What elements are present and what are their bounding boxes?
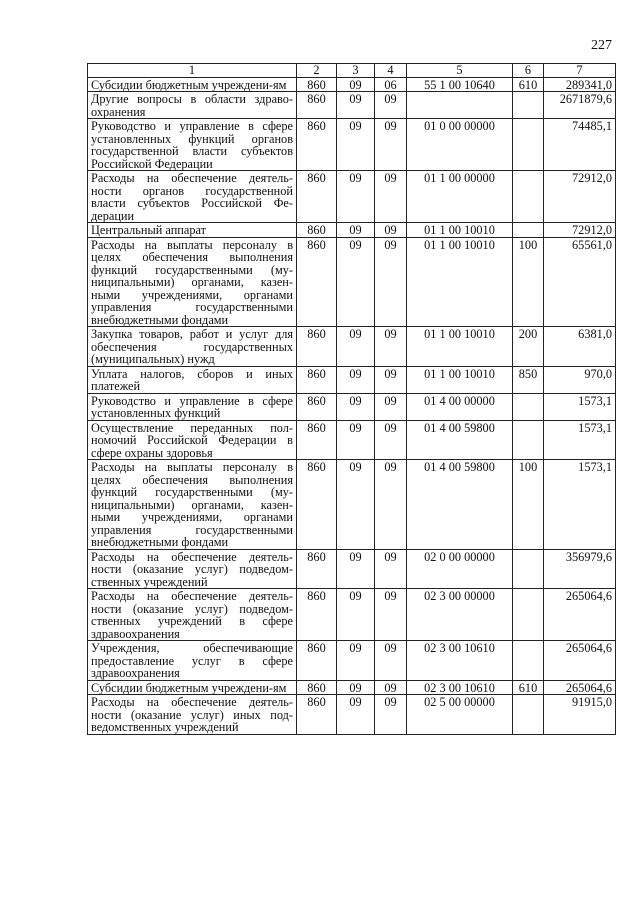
table-row: [88, 420, 616, 460]
cell-rz: 09: [337, 589, 375, 641]
cell-pr: 06: [375, 77, 407, 92]
cell-ved: 860: [297, 327, 337, 367]
cell-vr: [513, 549, 544, 589]
cell-name: Уплата налогов, сборов и иных платежей: [88, 366, 297, 393]
cell-vr: [513, 420, 544, 460]
cell-name: Руководство и управление в сфере установленных функций органов государственной власти субъектов Российской Федерации: [88, 119, 297, 171]
cell-rz: 09: [337, 327, 375, 367]
cell-vr: [513, 119, 544, 171]
cell-ved: 860: [297, 549, 337, 589]
cell-rz: 09: [337, 420, 375, 460]
cell-rz: 09: [337, 119, 375, 171]
table-row: [88, 119, 616, 171]
cell-sum: 265064,6: [544, 641, 616, 681]
cell-pr: 09: [375, 549, 407, 589]
cell-csr: 01 4 00 00000: [407, 393, 513, 420]
cell-name: Другие вопросы в области здраво-охранения: [88, 92, 297, 119]
header-cell: 4: [375, 64, 407, 78]
cell-csr: 01 1 00 10010: [407, 327, 513, 367]
table-row: [88, 589, 616, 641]
cell-rz: 09: [337, 680, 375, 695]
cell-pr: 09: [375, 695, 407, 735]
cell-vr: 200: [513, 327, 544, 367]
cell-sum: 74485,1: [544, 119, 616, 171]
cell-pr: 09: [375, 366, 407, 393]
cell-rz: 09: [337, 92, 375, 119]
cell-ved: 860: [297, 680, 337, 695]
cell-rz: 09: [337, 641, 375, 681]
cell-name: Закупка товаров, работ и услуг для обеспечения государственных (муниципальных) нужд: [88, 327, 297, 367]
cell-sum: 265064,6: [544, 680, 616, 695]
header-cell: 3: [337, 64, 375, 78]
cell-ved: 860: [297, 420, 337, 460]
cell-sum: 1573,1: [544, 460, 616, 550]
cell-rz: 09: [337, 393, 375, 420]
cell-rz: 09: [337, 549, 375, 589]
cell-csr: 01 1 00 10010: [407, 366, 513, 393]
cell-ved: 860: [297, 92, 337, 119]
table-row: [88, 641, 616, 681]
cell-sum: 6381,0: [544, 327, 616, 367]
cell-vr: [513, 695, 544, 735]
cell-vr: [513, 393, 544, 420]
cell-name: Расходы на обеспечение деятель-ности (оказание услуг) подведом-ственных учреждений: [88, 549, 297, 589]
table-row: [88, 680, 616, 695]
cell-sum: 289341,0: [544, 77, 616, 92]
cell-ved: 860: [297, 393, 337, 420]
cell-rz: 09: [337, 223, 375, 238]
table-row: [88, 393, 616, 420]
cell-sum: 91915,0: [544, 695, 616, 735]
cell-pr: 09: [375, 420, 407, 460]
cell-vr: [513, 92, 544, 119]
cell-vr: 610: [513, 680, 544, 695]
cell-sum: 1573,1: [544, 393, 616, 420]
table-row: [88, 92, 616, 119]
cell-pr: 09: [375, 237, 407, 327]
budget-table: [87, 63, 616, 735]
cell-ved: 860: [297, 237, 337, 327]
cell-rz: 09: [337, 460, 375, 550]
header-cell: 5: [407, 64, 513, 78]
cell-name: Субсидии бюджетным учреждени-ям: [88, 680, 297, 695]
header-cell: 1: [88, 64, 297, 78]
cell-vr: 850: [513, 366, 544, 393]
cell-sum: 72912,0: [544, 223, 616, 238]
cell-pr: 09: [375, 680, 407, 695]
cell-vr: [513, 641, 544, 681]
cell-csr: [407, 92, 513, 119]
table-row: [88, 223, 616, 238]
cell-ved: 860: [297, 641, 337, 681]
cell-pr: 09: [375, 641, 407, 681]
table-row: [88, 549, 616, 589]
cell-name: Расходы на обеспечение деятель-ности органов государственной власти субъектов Российской Фе-дерации: [88, 171, 297, 223]
cell-sum: 2671879,6: [544, 92, 616, 119]
cell-sum: 265064,6: [544, 589, 616, 641]
cell-ved: 860: [297, 77, 337, 92]
cell-csr: 01 0 00 00000: [407, 119, 513, 171]
cell-name: Расходы на выплаты персоналу в целях обеспечения выполнения функций государственными (му-ниципальными) органами, казен-ными учреждениями, органами управления государственными внебюджетными фондами: [88, 237, 297, 327]
cell-pr: 09: [375, 171, 407, 223]
cell-pr: 09: [375, 589, 407, 641]
cell-csr: 01 4 00 59800: [407, 460, 513, 550]
cell-ved: 860: [297, 460, 337, 550]
cell-vr: 610: [513, 77, 544, 92]
cell-ved: 860: [297, 171, 337, 223]
cell-pr: 09: [375, 393, 407, 420]
cell-ved: 860: [297, 695, 337, 735]
cell-csr: 02 0 00 00000: [407, 549, 513, 589]
cell-name: Расходы на обеспечение деятель-ности (оказание услуг) подведом-ственных учреждений в сфере здравоохранения: [88, 589, 297, 641]
cell-vr: [513, 171, 544, 223]
cell-vr: 100: [513, 237, 544, 327]
cell-sum: 72912,0: [544, 171, 616, 223]
header-cell: 6: [513, 64, 544, 78]
header-cell: 2: [297, 64, 337, 78]
cell-pr: 09: [375, 327, 407, 367]
cell-pr: 09: [375, 92, 407, 119]
cell-csr: 01 1 00 10010: [407, 223, 513, 238]
cell-name: Центральный аппарат: [88, 223, 297, 238]
cell-name: Учреждения, обеспечивающие предоставление услуг в сфере здравоохранения: [88, 641, 297, 681]
cell-csr: 01 1 00 10010: [407, 237, 513, 327]
cell-vr: [513, 223, 544, 238]
cell-csr: 02 3 00 10610: [407, 680, 513, 695]
cell-sum: 1573,1: [544, 420, 616, 460]
cell-csr: 02 3 00 00000: [407, 589, 513, 641]
cell-rz: 09: [337, 366, 375, 393]
cell-vr: 100: [513, 460, 544, 550]
cell-pr: 09: [375, 119, 407, 171]
table-row: [88, 460, 616, 550]
cell-pr: 09: [375, 223, 407, 238]
cell-name: Субсидии бюджетным учреждени-ям: [88, 77, 297, 92]
cell-sum: 65561,0: [544, 237, 616, 327]
cell-rz: 09: [337, 77, 375, 92]
cell-ved: 860: [297, 366, 337, 393]
page-number: 227: [591, 38, 612, 53]
cell-csr: 02 3 00 10610: [407, 641, 513, 681]
cell-ved: 860: [297, 119, 337, 171]
cell-csr: 55 1 00 10640: [407, 77, 513, 92]
table-row: [88, 327, 616, 367]
cell-rz: 09: [337, 237, 375, 327]
cell-name: Осуществление переданных пол-номочий Российской Федерации в сфере охраны здоровья: [88, 420, 297, 460]
cell-name: Руководство и управление в сфере установленных функций: [88, 393, 297, 420]
cell-csr: 01 1 00 00000: [407, 171, 513, 223]
cell-name: Расходы на обеспечение деятель-ности (оказание услуг) иных под-ведомственных учреждений: [88, 695, 297, 735]
cell-rz: 09: [337, 171, 375, 223]
table-row: [88, 77, 616, 92]
cell-ved: 860: [297, 223, 337, 238]
table-header-row: [88, 64, 616, 78]
cell-sum: 970,0: [544, 366, 616, 393]
table-row: [88, 695, 616, 735]
cell-sum: 356979,6: [544, 549, 616, 589]
header-cell: 7: [544, 64, 616, 78]
cell-rz: 09: [337, 695, 375, 735]
table-row: [88, 366, 616, 393]
cell-ved: 860: [297, 589, 337, 641]
cell-csr: 01 4 00 59800: [407, 420, 513, 460]
cell-csr: 02 5 00 00000: [407, 695, 513, 735]
cell-pr: 09: [375, 460, 407, 550]
table-row: [88, 171, 616, 223]
table-row: [88, 237, 616, 327]
cell-name: Расходы на выплаты персоналу в целях обеспечения выполнения функций государственными (му-ниципальными) органами, казен-ными учреждениями, органами управления государственными внебюджетными фондами: [88, 460, 297, 550]
cell-vr: [513, 589, 544, 641]
